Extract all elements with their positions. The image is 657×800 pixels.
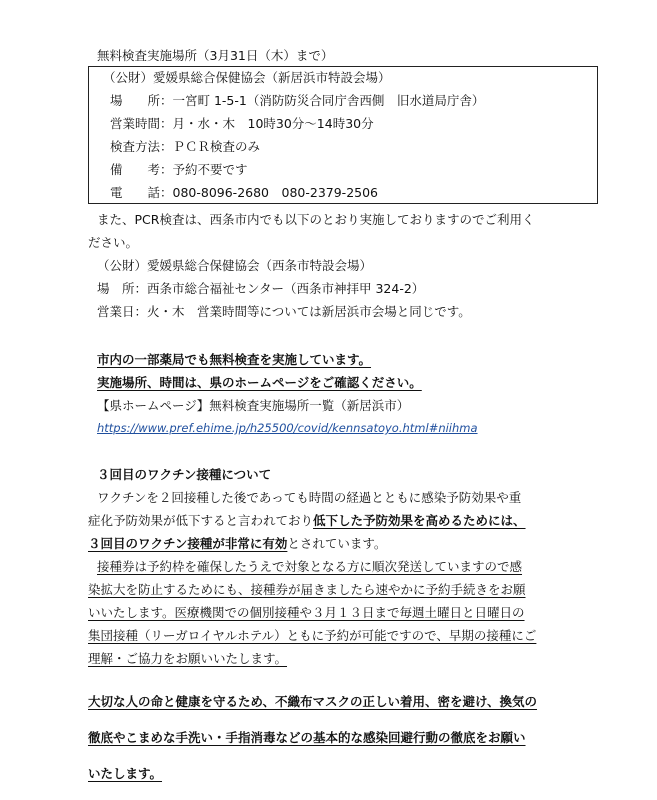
saijo-place: 場 所：西条市総合福祉センター（西条市神拝甲 324-2） [97,281,425,296]
also-text-line1: また、PCR検査は、西条市内でも以下のとおり実施しておりますのでご利用く [97,212,535,227]
vaccine-p2-line2: 染拡大を防止するためにも、接種券が届きましたら速やかに予約手続きをお願 [88,582,526,597]
vaccine-section-title: ３回目のワクチン接種について [97,467,272,482]
vaccine-p1-line3-a: ３回目のワクチン接種が非常に有効 [88,536,288,551]
vaccine-p1-line2 [88,513,526,530]
vaccine-p1-line1: ワクチンを２回接種した後であっても時間の経過とともに感染予防効果や重 [97,490,522,505]
box-note: 備 考：予約不要です [110,162,248,177]
vaccine-p2-line3: いいたします。医療機関での個別接種や３月１３日まで毎週土曜日と日曜日の [88,605,525,620]
homepage-link[interactable]: https://www.pref.ehime.jp/h25500/covid/kennsatoyo.html#niihma [97,421,478,435]
prevention-line3: いたします。 [88,766,163,781]
testing-site-heading: 無料検査実施場所（3月31日（木）まで） [97,48,334,63]
box-place: 場 所：一宮町 1-5-1（消防防災合同庁舎西側 旧水道局庁舎） [110,93,485,108]
also-text-line2: ださい。 [88,235,139,250]
box-org: （公財）愛媛県総合保健協会（新居浜市特設会場） [103,70,391,85]
vaccine-p1-line2-b: 低下した予防効果を高めるためには、 [313,513,526,528]
prevention-line2: 徹底やこまめな手洗い・手指消毒などの基本的な感染回避行動の徹底をお願い [88,730,526,745]
saijo-days: 営業日：火・木 営業時間等については新居浜市会場と同じです。 [97,304,471,319]
vaccine-p2-line1: 接種券は予約枠を確保したうえで対象となる方に順次発送していますので感 [97,559,523,574]
vaccine-p1-line2-a: 症化予防効果が低下すると言われており [88,513,314,528]
vaccine-p2-line4: 集団接種（リーガロイヤルホテル）ともに予約が可能ですので、早期の接種にご [88,628,537,643]
vaccine-p2-line5: 理解・ご協力をお願いいたします。 [88,651,288,666]
box-hours: 営業時間：月・水・木 10時30分～14時30分 [110,116,374,131]
vaccine-p1-line3 [88,536,386,553]
box-method: 検査方法：ＰＣＲ検査のみ [110,139,261,154]
box-phone: 電 話：080-8096-2680 080-2379-2506 [110,185,379,200]
homepage-label: 【県ホームページ】無料検査実施場所一覧（新居浜市） [97,398,410,413]
pharmacy-notice: 市内の一部薬局でも無料検査を実施しています。 [97,352,372,367]
check-homepage-notice: 実施場所、時間は、県のホームページをご確認ください。 [97,375,422,390]
saijo-org: （公財）愛媛県総合保健協会（西条市特設会場） [97,258,373,273]
prevention-line1: 大切な人の命と健康を守るため、不織布マスクの正しい着用、密を避け、換気の [88,694,538,709]
vaccine-p1-line3-b: とされています。 [287,536,387,551]
